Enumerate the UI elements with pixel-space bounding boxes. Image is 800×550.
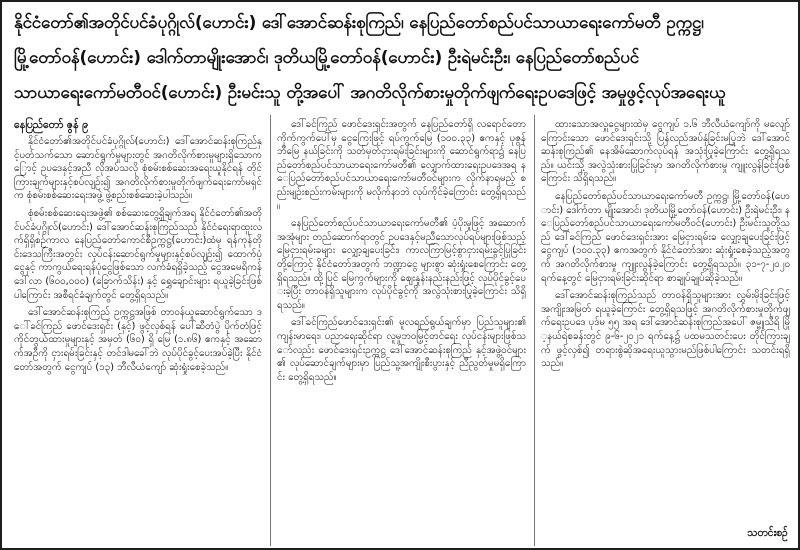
dateline: နေပြည်တော် ဇွန် ၉ <box>14 119 89 131</box>
paragraph: နိုင်ငံတော်၏အတိုင်ပင်ခံပုဂ္ဂိုလ်(ဟောင်း) ဒေါ်အောင်ဆန်းစုကြည်နှင့်ပတ်သက်သော ဆောင်ရွက်မှုများတွင် အဂတိလိုက်စားမှုများရှိသောကြောင့် ဥပဒေနှင့်အညီ လိုအပ်သလို စုံစမ်းစစ်ဆေးအရေးယူနိုင်ရန် တိုင်ကြားချက်များနှင့်စပ်လျဉ်း၍ အဂတိလိုက်စားမှုတိုက်ဖျက်ရေးကော်မရှင်က စုံစမ်းစစ်ဆေးရေးအဖွဲ့ ဖွဲ့စည်းစစ်ဆေးခဲ့ပါသည်။ <box>14 136 262 202</box>
column-2 <box>270 115 532 546</box>
paragraph: ဒေါ်အောင်ဆန်းစုကြည် ဥက္ကဋ္ဌအဖြစ် တာဝန်ယူဆောင်ရွက်သော ဒေါ်ခင်ကြည် ဖောင်ဒေးရှင်း (နှင့်) ဖွင့်လှစ်ရန် ပေါ်ဆီတံပွဲ ပိုက်တံဖြင့်ကိုင်တွယ်ထားမှုများနှင့် အမှတ် (၆၀) ရှိ မြေ (၁.၈၆) ဧကနှင့် အဆောက်အဦကို ငှားရမ်းခြင်းနှင့် တင်ဒါမခေါ်ဘဲ လုပ်ပိုင်ခွင့်ပေးအပ်ခဲ့ပြီး နိုင်ငံတော်အတွက် ငွေကျပ် (၁၃) ဘီလီယံကျော် ဆုံးရှုံးစေခဲ့သည်။ <box>14 307 262 373</box>
paragraph: ဒေါ်ခင်ကြည်ဖောင်ဒေးရှင်း၏ မူလရည်ရွယ်ချက်မှာ ပြည်သူများ၏ ကျန်းမာရေး၊ ပညာရေးဆိုင်ရာ လူမှုဘဝမြှင့်တင်ရေး လုပ်ငန်းများဖြစ်သော်လည်း ဖောင်ဒေးရှင်းဥက္ကဋ္ဌ ဒေါ်အောင်ဆန်းစုကြည် နှင့်အဖွဲ့ဝင်များ၏ လုပ်ဆောင်ချက်များမှာ ပြည်သူ့အကျိုးစီးပွားနှင့် ညီညွတ်မှုမရှိကြောင်း တွေ့ရှိရသည်။ <box>277 317 526 383</box>
paragraph: ထားသောအလှူငွေများထဲမှ ငွေကျပ် ၁.၆ ဘီလီယံကျော်ကို မလျော်ကြောင်းသော ဖောင်ဒေးရှင်းသို့ ပြန်လည်အပ်နှံခြင်းမပြုဘဲ ဒေါ်အောင်ဆန်းစုကြည်၏ နေအိမ်ဆောက်လုပ်ရန် အသုံးပြုခဲ့ကြောင်း တွေ့ရှိရသည်။ ယင်းသို့ အလွဲသုံးစားပြုခြင်းမှာ အဂတိလိုက်စားမှု ကျူးလွန်ခြင်းဖြစ်ကြောင်း သိရှိရသည်။ <box>541 119 790 185</box>
headline-line: မြို့တော်ဝန်(ဟောင်း) ဒေါက်တာမျိုးအောင်၊ ဒုတိယမြို့တော်ဝန်(ဟောင်း) ဦးရဲမင်းဦး၊ နေပြည်တော်စည်ပင် <box>14 48 639 68</box>
byline: သတင်းစဉ် <box>747 527 788 539</box>
paragraph: ဒေါ်အောင်ဆန်းစုကြည်သည် တာဝန်ရှိသူများအား လွှမ်းမိုးခြင်းဖြင့် အကျိုးအမြတ် ရယူခဲ့ကြောင်း တွေ့ရှိရသဖြင့် အဂတိလိုက်စားမှုတိုက်ဖျက်ရေးဥပဒေ ပုဒ်မ ၅၅ အရ ဒေါ်အောင်ဆန်းစုကြည်အပေါ် ဇမ္ဗူသီရိ မြို့နယ်ရဲစခန်းတွင် ၉-၆-၂၀၂၁ ရက်နေ့၌ ပထမသတင်းပေး တိုင်ကြားချက် ဖွင့်လှစ်၍ တရားစွဲဆိုအရေးယူသွားမည်ဖြစ်ပါကြောင်း သတင်းရရှိသည်။ <box>541 290 790 370</box>
paragraph: နေပြည်တော်စည်ပင်သာယာရေးကော်မတီ၏ ပံ့ပိုးမှုဖြင့် အဆောက်အအုံများ တည်ဆောက်ရာတွင် ဥပဒေနှင့်မညီသောလုပ်ရပ်များဖြစ်သည့် မြေငှားရမ်းခများ လျှော့ချပေးခြင်း၊ ကာလကြာမြင့်စွာငှားရမ်းခွင့်ပြုခြင်းတို့ကြောင့် နိုင်ငံတော်အတွက် ဘဏ္ဍာငွေ များစွာ ဆုံးရှုံးစေကြောင်း တွေ့ရှိရသည်။ ထို့ပြင် မြေကွက်များကို ဈေးနှုန်းနည်းနည်းဖြင့် လုပ်ပိုင်ခွင့်ပေးခဲ့ပြီး တာဝန်ရှိသူများက လုပ်ပိုင်ခွင့်ကို အလွဲသုံးစားပြုခဲ့ကြောင်း သိရှိရသည်။ <box>277 218 526 311</box>
paragraph: စုံစမ်းစစ်ဆေးရေးအဖွဲ့၏ စစ်ဆေးတွေ့ရှိချက်အရ နိုင်ငံတော်၏အတိုင်ပင်ခံပုဂ္ဂိုလ်(ဟောင်း) ဒေါ်အောင်ဆန်းစုကြည်သည် နိုင်ငံရေးရာထူးလက်ရှိရှိစဉ်ကာလ နေပြည်တော်ကောင်စီဥက္ကဋ္ဌ(ဟောင်း)ထံမှ ရန်ကုန်တိုင်းဒေသကြီးအတွင်း လုပ်ငန်းဆောင်ရွက်မှုများနှင့်စပ်လျဉ်း၍ ထောက်ပံ့ငွေနှင့် ကာကွယ်ရေးရန်ပုံငွေဖြစ်သော လက်ခံရရှိခဲ့သည့် ငွေအမေရိကန်ဒေါ်လာ (၆၀၀,၀၀၀) (ခြောက်သိန်း) နှင့် ရွှေချောင်းများ ရယူခဲ့ခြင်းဖြစ်ပါကြောင်း အစီရင်ခံချက်တွင် တွေ့ရှိရသည်။ <box>14 207 262 301</box>
article-body <box>8 115 796 546</box>
headline-line: နိုင်ငံတော်၏အတိုင်ပင်ခံပုဂ္ဂိုလ်(ဟောင်း) ဒေါ်အောင်ဆန်းစုကြည်၊ နေပြည်တော်စည်ပင်သာယာရေးကော်မတီ ဥက္ကဋ္ဌ၊ <box>14 13 704 33</box>
column-1 <box>8 115 268 546</box>
paragraph: နေပြည်တော်စည်ပင်သာယာရေးကော်မတီ ဥက္ကဋ္ဌ၊ မြို့တော်ဝန်(ဟောင်း) ဒေါက်တာ မျိုးအောင်၊ ဒုတိယမြို့တော်ဝန်(ဟောင်း) ဦးရဲမင်းဦး၊ နေပြည်တော်စည်ပင်သာယာရေးကော်မတီဝင်(ဟောင်း) ဦးမင်းသူတို့သည် ဒေါ်ခင်ကြည် ဖောင်ဒေးရှင်းအား မြေငှားရမ်းခ လျှော့ချပေးခြင်းဖြင့် ငွေကျပ် (၁၀၀.၃၃) ဧကအတွက် နိုင်ငံတော်အား ဆုံးရှုံးစေခဲ့သည့်အတွက် အဂတိလိုက်စားမှု ကျူးလွန်ခဲ့ကြောင်း တွေ့ရှိရသည်။ ၃၁-၇-၂၀၂၀ ရက်နေ့တွင် မြေငှားရမ်းခြင်းဆိုင်ရာ စာချုပ်ချုပ်ဆိုခဲ့သည်။ <box>541 190 790 284</box>
headline-line: သာယာရေးကော်မတီဝင်(ဟောင်း) ဦးမင်းသူ တို့အပေါ် အဂတိလိုက်စားမှုတိုက်ဖျက်ရေးဥပဒေဖြင့် အမှုဖွင့်လုပ်အရေးယူ <box>14 83 726 103</box>
paragraph: ဒေါ်ခင်ကြည် ဖောင်ဒေးရှင်းအတွက် နေပြည်တော်ရှိ လရောင်တော ကိုက်ကွက်ပေါ်မှ ငွေကြေးဖြင့် ရပ်ကွက်မြေ (၁၀၀.၃၃) ဧကနှင့် ပုဇွန်ဘီမြေ နယ်ခြင်းကို သတ်မှတ်ငှားရမ်းခြင်းများကို ဆောင်ရွက်ရာ၌ နေပြည်တော်စည်ပင်သာယာရေးကော်မတီ၏ လျှောက်ထားရေးဥပဒေအရ နေပြည်တော်စည်ပင်သာယာရေးကော်မတီဝင်များက လိုက်နာရမည့် စည်းမျဉ်းစည်းကမ်းများကို မလိုက်နာဘဲ လုပ်ကိုင်ခဲ့ကြောင်း တွေ့ရှိရသည်။ <box>277 119 526 212</box>
headline <box>10 6 794 111</box>
column-3 <box>534 115 796 546</box>
